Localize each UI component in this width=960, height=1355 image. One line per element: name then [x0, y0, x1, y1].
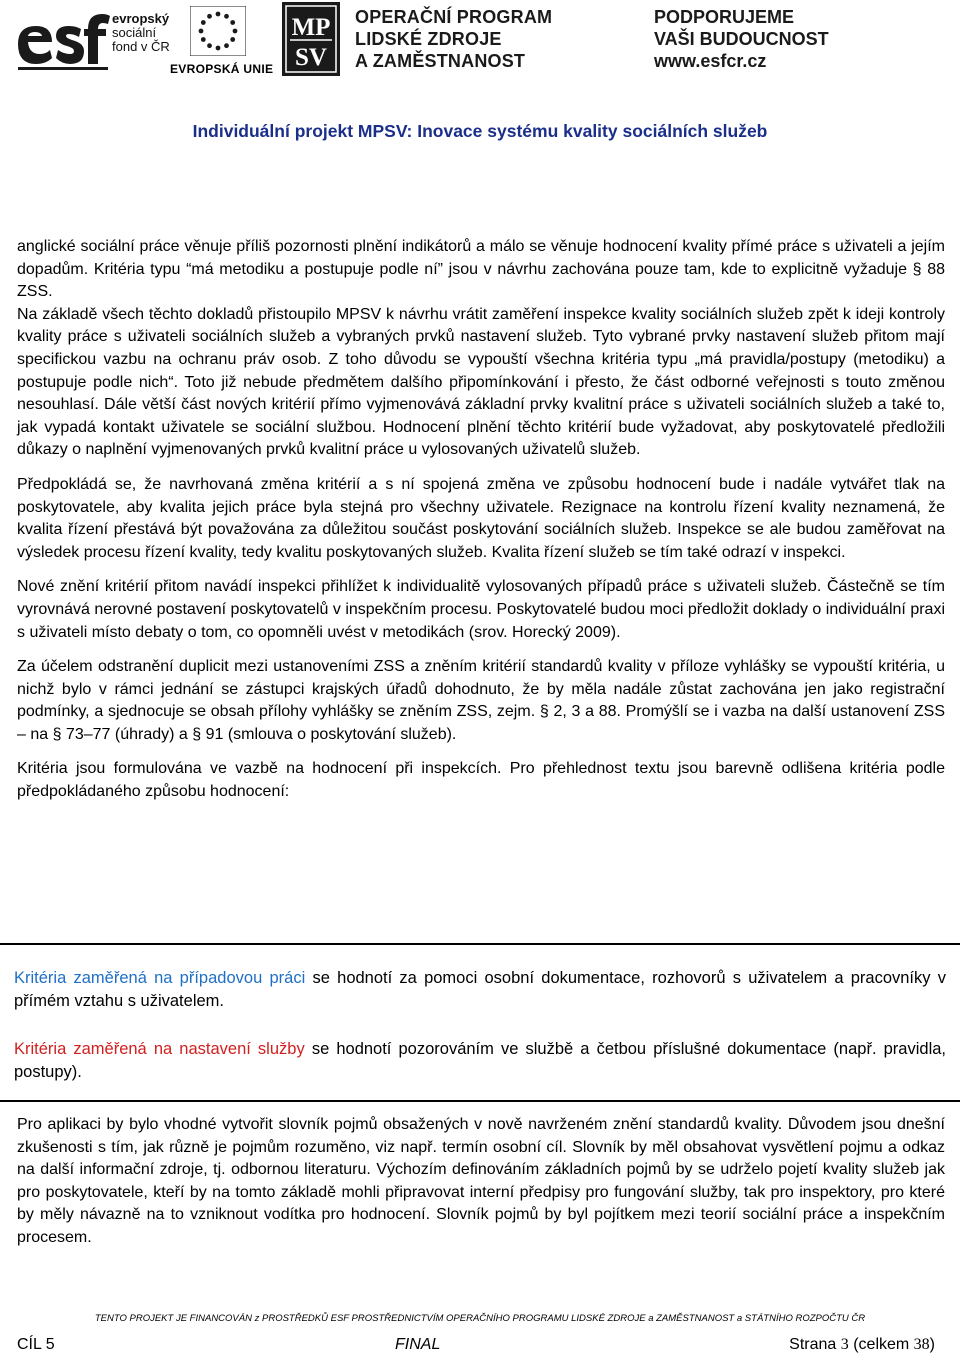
page-number: [789, 1336, 935, 1354]
op-line: A ZAMĚSTNANOST: [355, 51, 526, 71]
funding-note: TENTO PROJEKT JE FINANCOVÁN z PROSTŘEDKŮ ESF PROSTŘEDNICTVÍM OPERAČNÍHO PROGRAMU LIDSKÉ ZDROJE a ZAMĚSTNANOST a STÁTNÍHO ROZPOČTU ČR: [94, 1313, 866, 1324]
esf-text-line: sociální: [112, 25, 157, 40]
eu-flag-icon: [190, 6, 246, 56]
logo-strip: [0, 0, 960, 84]
esf-logo-text: [112, 12, 170, 54]
mpsv-letters-bottom: SV: [295, 44, 327, 71]
page-total: 38: [913, 1336, 930, 1353]
paragraph: Předpokládá se, že navrhovaná změna kritérií a s ní spojená změna ve způsobu hodnocení bude i nadále vytvářet tlak na poskytovatele, aby kvalita jejich práce byla stejná pro všechny uživatele. Rezignace na kontrolu řízení kvality neznamená, že kvalita řízení přestává být považována za důležitou součást poskytování sociálních služeb. Inspekce se ale budou zaměřovat na výsledek procesu řízení kvality, tedy kvalitu poskytovaných služeb. Kvalita řízení služeb se tím také odrazí v inspekci.: [17, 475, 945, 561]
footer-goal: CÍL 5: [17, 1336, 55, 1353]
page-suffix: ): [929, 1336, 935, 1353]
support-line: VAŠI BUDOUCNOST: [654, 29, 829, 49]
paragraph: Nové znění kritérií přitom navádí inspekci přihlížet k individualitě vylosovaných případů práce s uživateli služeb. Částečně se tím vyrovnává nerovné postavení poskytovatelů v inspekčním procesu. Poskytovatelé budou moci předložit doklady o individuální praxi s uživateli místo debaty o tom, co opomněli uvést v metodikách (srov. Horecký 2009).: [17, 578, 945, 641]
document-body-continued: [17, 1114, 945, 1250]
legend-item-service-setup: [14, 1038, 946, 1084]
op-line: LIDSKÉ ZDROJE: [355, 29, 502, 49]
page-mid: (celkem: [848, 1336, 914, 1353]
support-line: PODPORUJEME: [654, 7, 795, 27]
eu-label: EVROPSKÁ UNIE: [170, 62, 274, 76]
document-header-title: Individuální projekt MPSV: Inovace systému kvality sociálních služeb: [192, 121, 768, 141]
criteria-color-legend: [0, 943, 960, 1102]
esf-text-line: fond v ČR: [112, 39, 170, 54]
legend-item-case-work: [14, 967, 946, 1013]
legend-label-blue: Kritéria zaměřená na případovou práci: [14, 969, 306, 987]
page-current: 3: [840, 1336, 849, 1353]
legend-label-red: Kritéria zaměřená na nastavení služby: [14, 1040, 305, 1058]
paragraph: Na základě všech těchto dokladů přistoupilo MPSV k návrhu vrátit zaměření inspekce kvality sociálních služeb zpět k ideji kontroly kvality práce s uživateli sociálních služeb a vybraných prvků nastavení služeb. Tyto vybrané prvky nastavení služeb přitom mají specifickou vazbu na ochranu práv osob. Z toho důvodu se vypouští všechna kritéria typu „má pravidla/postupy (metodiku) a postupuje podle nich“. Toto již nebude předmětem dalšího připomínkování i přesto, že část odborné veřejnosti s touto změnou nesouhlasí. Dále větší část nových kritérií přímo vyjmenovává základní prvky kvalitní práce s uživateli sociálních služeb a také to, jak vypadá kontakt uživatele se sociální službou. Hodnocení plnění těchto kritérií bude vyžadovat, aby poskytovatelé předložili důkazy o naplnění vyjmenovaných prvků kvalitní práce u vylosovaných uživatelů služeb.: [17, 305, 945, 459]
mpsv-logo-icon: [282, 2, 340, 76]
paragraph: Za účelem odstranění duplicit mezi ustanoveními ZSS a zněním kritérií standardů kvality v příloze vyhlášky se vypouští kritéria, u nichž bylo v rámci jednání se zástupci krajských úřadů dohodnuto, že by měla nadále zůstat zachována jen jako registrační podmínky, a sjednocuje se obsah přílohy vyhlášky se zněním ZSS, zejm. § 2, 3 a 88. Promýšlí se i vazba na další ustanovení ZSS – na § 73–77 (úhrady) a § 91 (smlouva o poskytování služeb).: [17, 658, 945, 743]
mpsv-letters-top: MP: [291, 14, 331, 41]
legend-text: se hodnotí pozorováním ve službě a četbou příslušné dokumentace (např. pravidla, postupy).: [14, 1040, 946, 1081]
esf-logo-icon: [14, 6, 112, 74]
legend-text: se hodnotí za pomoci osobní dokumentace, rozhovorů s uživatelem a pracovníky v přímém vztahu s uživatelem.: [14, 969, 947, 1010]
paragraph: anglické sociální práce věnuje příliš pozornosti plnění indikátorů a málo se věnuje hodnocení kvality přímé práce s uživateli a jejím dopadům. Kritéria typu “má metodiku a postupuje podle ní” jsou v návrhu zachována pouze tam, kde to explicitně vyžaduje § 88 ZSS.: [17, 238, 945, 301]
page-prefix: Strana: [789, 1336, 841, 1353]
page-footer: [17, 1336, 935, 1354]
support-url: www.esfcr.cz: [654, 51, 767, 71]
esf-text-line: evropský: [112, 11, 170, 26]
support-logo-text: [654, 6, 829, 72]
op-line: OPERAČNÍ PROGRAM: [355, 7, 553, 27]
paragraph: Kritéria jsou formulována ve vazbě na hodnocení při inspekcích. Pro přehlednost textu jsou barevně odlišena kritéria podle předpokládaného způsobu hodnocení:: [17, 760, 945, 801]
paragraph: Pro aplikaci by bylo vhodné vytvořit slovník pojmů obsažených v nově navrženém znění standardů kvality. Důvodem jsou dnešní zkušenosti s tím, jak různě je pojmům rozuměno, viz např. termín osobní cíl. Slovník by měl obsahovat vysvětlení pojmu a odkaz na další informační zdroje, tj. odbornou literaturu. Výchozím definováním základních pojmů by se udrželo pojetí kvality služeb jak pro poskytovatele, kteří by na tomto základě mohli připravovat interní předpisy pro fungování služby, tak pro inspektory, pro které by měly návazně na to vzniknout vodítka pro hodnocení. Slovník pojmů by byl pojítkem mezi teorií sociální práce a inspekčním procesem.: [17, 1116, 945, 1246]
eu-logo: [170, 4, 274, 78]
document-body: [17, 236, 945, 816]
op-logo-text: [355, 6, 552, 72]
footer-status: FINAL: [395, 1336, 441, 1353]
